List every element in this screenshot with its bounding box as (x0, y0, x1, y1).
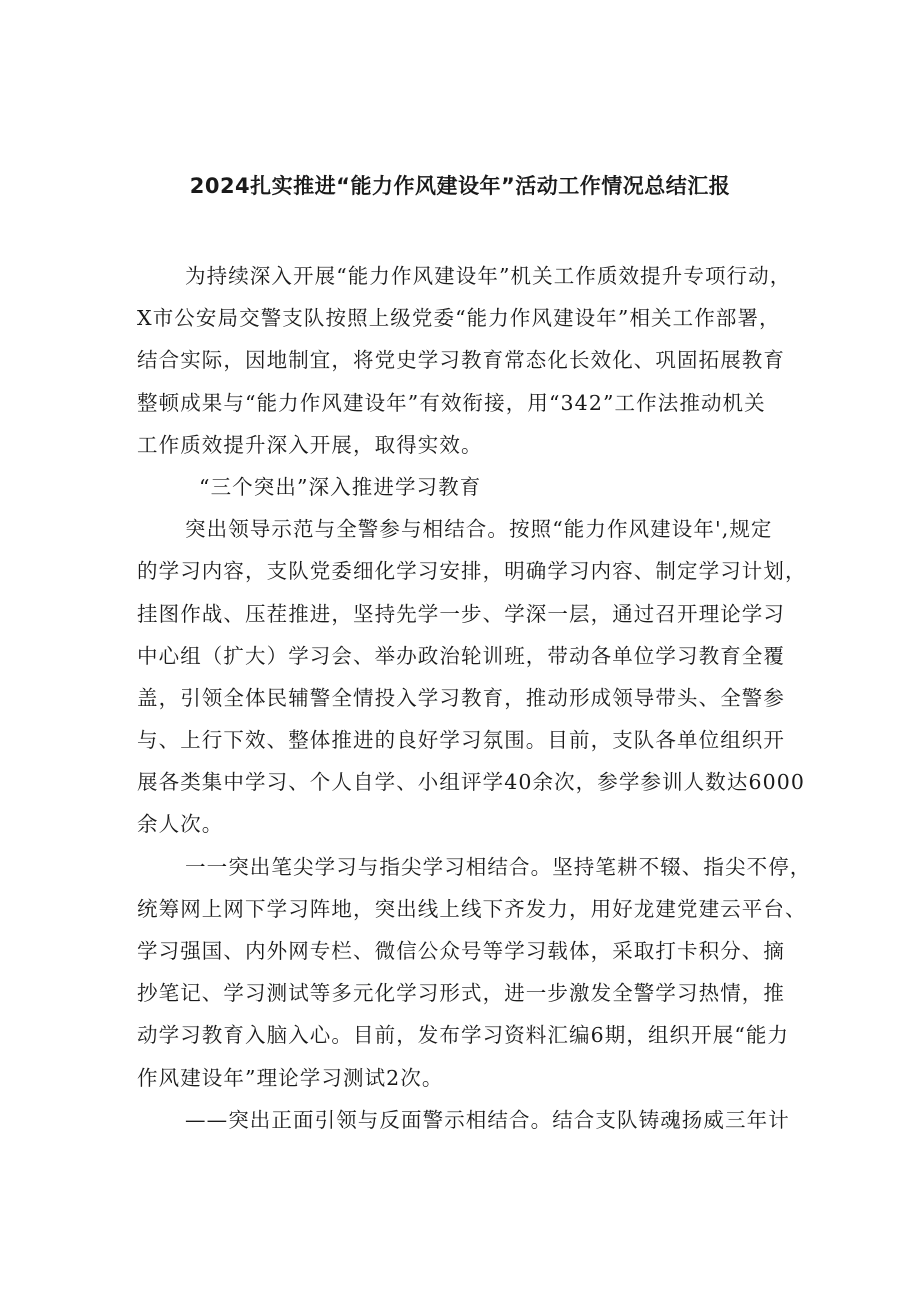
paragraph-line: 为持续深入开展“能力作风建设年”机关工作质效提升专项行动， (185, 264, 792, 288)
paragraph-line: 挂图作战、压茬推进，坚持先学一步、学深一层，通过召开理论学习 (137, 601, 785, 626)
paragraph-line: 突出领导示范与全警参与相结合。按照“能力作风建设年',规定 (185, 517, 773, 542)
paragraph-line: 结合实际，因地制宜，将党史学习教育常态化长效化、巩固拓展教育 (137, 348, 785, 373)
paragraph-line: ——突出正面引领与反面警示相结合。结合支队铸魂扬威三年计 (185, 1107, 790, 1132)
paragraph-line: 工作质效提升深入开展，取得实效。 (137, 432, 483, 457)
paragraph-line: 抄笔记、学习测试等多元化学习形式，进一步激发全警学习热情，推 (137, 981, 785, 1006)
document-title: 2024扎实推进“能力作风建设年”活动工作情况总结汇报 (189, 174, 731, 198)
paragraph-line: 整顿成果与“能力作风建设年”有效衔接，用“342”工作法推动机关 (137, 390, 766, 415)
paragraph-line: 与、上行下效、整体推进的良好学习氛围。目前，支队各单位组织开 (137, 728, 785, 753)
paragraph-line: 盖，引领全体民辅警全情投入学习教育，推动形成领导带头、全警参 (137, 685, 785, 710)
document-body (137, 255, 817, 1141)
paragraph-line: 动学习教育入脑入心。目前，发布学习资料汇编6期，组织开展“能力 (137, 1023, 790, 1048)
paragraph-line: X市公安局交警支队按照上级党委“能力作风建设年”相关工作部署， (137, 306, 781, 331)
paragraph-line: 展各类集中学习、个人自学、小组评学40余次，参学参训人数达6000 (137, 770, 806, 795)
paragraph-line: 一一突出笔尖学习与指尖学习相结合。坚持笔耕不辍、指尖不停， (185, 854, 812, 879)
paragraph-line: 中心组（扩大）学习会、举办政治轮训班，带动各单位学习教育全覆 (137, 643, 785, 668)
paragraph-line: 学习强国、内外网专栏、微信公众号等学习载体，采取打卡积分、摘 (137, 939, 785, 963)
paragraph-line: 余人次。 (137, 812, 224, 837)
paragraph-line: 统筹网上网下学习阵地，突出线上线下齐发力，用好龙建党建云平台、 (137, 896, 807, 921)
section-heading: “三个突出”深入推进学习教育 (199, 474, 482, 499)
paragraph-line: 作风建设年”理论学习测试2次。 (137, 1065, 444, 1090)
paragraph-line: 的学习内容，支队党委细化学习安排，明确学习内容、制定学习计划， (137, 559, 807, 584)
